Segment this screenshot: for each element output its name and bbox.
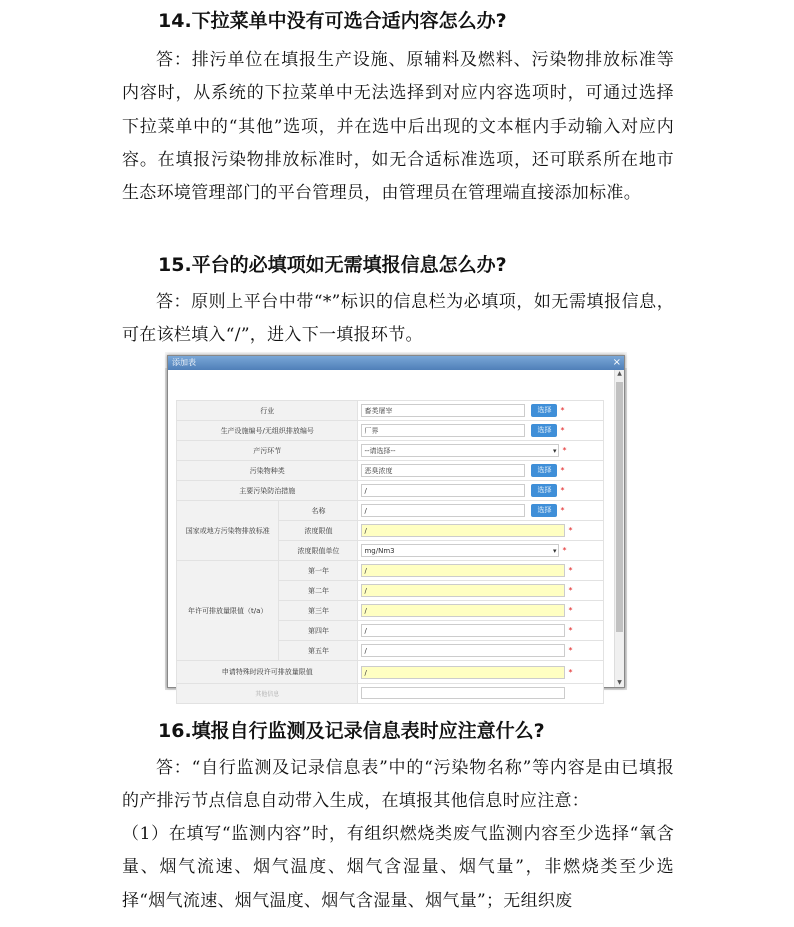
- unit-select[interactable]: mg/Nm3 ▾: [361, 544, 559, 557]
- year-field[interactable]: /: [361, 584, 565, 597]
- close-icon[interactable]: ×: [612, 357, 621, 368]
- pollutant-field[interactable]: 恶臭浓度: [361, 464, 525, 477]
- add-dialog: [167, 355, 625, 698]
- dialog-titlebar: [168, 356, 624, 370]
- facility-field[interactable]: 厂界: [361, 424, 525, 437]
- sub-label: 浓度限值: [279, 521, 358, 541]
- sub-label: 名称: [279, 501, 358, 521]
- select-button[interactable]: 选择: [531, 484, 557, 497]
- required-mark: *: [560, 426, 565, 435]
- sub-label: 第五年: [279, 641, 358, 661]
- industry-field[interactable]: 畜类屠宰: [361, 404, 525, 417]
- year-field[interactable]: /: [361, 564, 565, 577]
- row-label: 污染物种类: [177, 461, 358, 481]
- form-screenshot: [165, 352, 627, 698]
- required-mark: *: [568, 626, 573, 635]
- other-info-field[interactable]: [361, 687, 565, 699]
- required-mark: *: [560, 486, 565, 495]
- heading-q14: 14.下拉菜单中没有可选合适内容怎么办?: [158, 10, 507, 32]
- stage-select[interactable]: --请选择-- ▾: [361, 444, 559, 457]
- pollutant-form: [176, 400, 604, 704]
- required-mark: *: [560, 406, 565, 415]
- row-label: 其他信息: [177, 684, 358, 704]
- dialog-scrollbar[interactable]: [614, 370, 624, 687]
- row-label: 生产设施编号/无组织排放编号: [177, 421, 358, 441]
- year-field[interactable]: /: [361, 604, 565, 617]
- required-mark: *: [560, 466, 565, 475]
- dialog-body: [168, 370, 614, 698]
- row-label: 年许可排放量限值（t/a）: [177, 561, 279, 661]
- row-label: 行业: [177, 401, 358, 421]
- scroll-up-icon[interactable]: ▲: [617, 370, 622, 377]
- required-mark: *: [562, 546, 567, 555]
- answer-q16-intro: 答：“自行监测及记录信息表”中的“污染物名称”等内容是由已填报的产排污节点信息自动带入生成，在填报其他信息时应注意：: [122, 758, 674, 812]
- special-field[interactable]: /: [361, 666, 565, 679]
- scroll-down-icon[interactable]: ▼: [617, 679, 622, 686]
- heading-q15: 15.平台的必填项如无需填报信息怎么办?: [158, 254, 507, 276]
- answer-q15: 答：原则上平台中带“*”标识的信息栏为必填项，如无需填报信息，可在该栏填入“/”，进入下一填报环节。: [122, 292, 674, 346]
- row-label: 产污环节: [177, 441, 358, 461]
- select-button[interactable]: 选择: [531, 464, 557, 477]
- required-mark: *: [568, 646, 573, 655]
- sub-label: 第四年: [279, 621, 358, 641]
- required-mark: *: [568, 586, 573, 595]
- required-mark: *: [568, 566, 573, 575]
- answer-q16-item1: （1）在填写“监测内容”时，有组织燃烧类废气监测内容至少选择“氧含量、烟气流速、烟气温度、烟气含湿量、烟气量”，非燃烧类至少选择“烟气流速、烟气温度、烟气含湿量、烟气量”；无组织废: [122, 824, 674, 911]
- year-field[interactable]: /: [361, 644, 565, 657]
- required-mark: *: [568, 606, 573, 615]
- sub-label: 浓度限值单位: [279, 541, 358, 561]
- limit-field[interactable]: /: [361, 524, 565, 537]
- required-mark: *: [568, 667, 573, 677]
- select-button[interactable]: 选择: [531, 404, 557, 417]
- sub-label: 第一年: [279, 561, 358, 581]
- dialog-title: 添加表: [172, 358, 196, 367]
- row-label: 申请特殊时段许可排放量限值: [177, 661, 358, 684]
- row-label: 国家或地方污染物排放标准: [177, 501, 279, 561]
- answer-q14: 答：排污单位在填报生产设施、原辅料及燃料、污染物排放标准等内容时，从系统的下拉菜单中无法选择到对应内容选项时，可通过选择下拉菜单中的“其他”选项，并在选中后出现的文本框内手动输入对应内容。在填报污染物排放标准时，如无合适标准选项，还可联系所在地市生态环境管理部门的平台管理员，由管理员在管理端直接添加标准。: [122, 50, 674, 204]
- control-field[interactable]: /: [361, 484, 525, 497]
- sub-label: 第二年: [279, 581, 358, 601]
- standard-name-field[interactable]: /: [361, 504, 525, 517]
- scroll-thumb[interactable]: [616, 382, 623, 632]
- select-button[interactable]: 选择: [531, 424, 557, 437]
- required-mark: *: [560, 506, 565, 515]
- required-mark: *: [562, 446, 567, 455]
- heading-q16: 16.填报自行监测及记录信息表时应注意什么?: [158, 720, 545, 742]
- year-field[interactable]: /: [361, 624, 565, 637]
- required-mark: *: [568, 526, 573, 535]
- row-label: 主要污染防治措施: [177, 481, 358, 501]
- select-button[interactable]: 选择: [531, 504, 557, 517]
- sub-label: 第三年: [279, 601, 358, 621]
